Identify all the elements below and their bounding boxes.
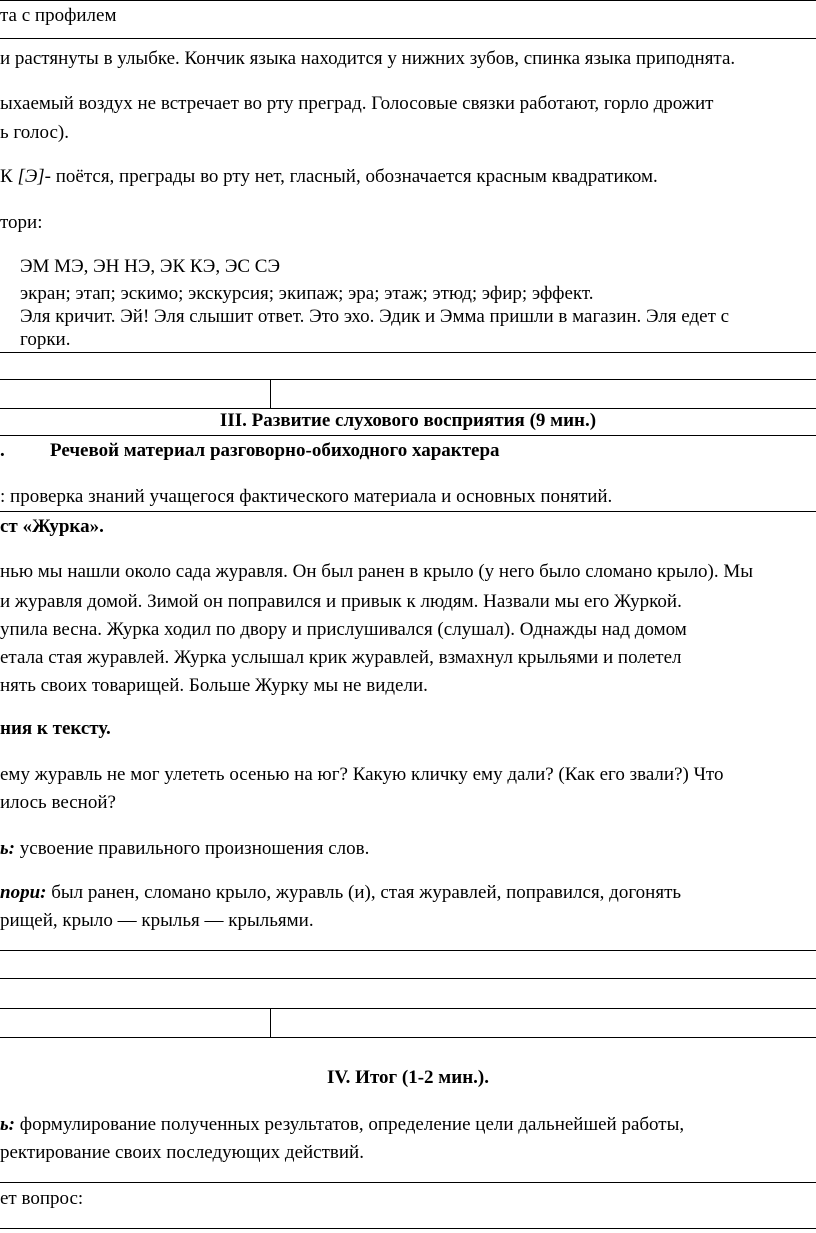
row-divider [0, 511, 816, 512]
row-divider [0, 38, 816, 39]
section-4-goal-line-2: ректирование своих последующих действий. [0, 1142, 364, 1163]
row-divider [0, 408, 816, 409]
section-3-subtitle-num: . [0, 440, 5, 461]
section-4-goal-text: формулирование полученных результатов, определение цели дальнейшей работы, [15, 1114, 685, 1135]
table-border-top [0, 0, 816, 1]
repeat-line [0, 882, 681, 904]
questions-line-2: илось весной? [0, 792, 116, 813]
section-4-question: ет вопрос: [0, 1188, 84, 1209]
sound-symbol: [Э] [17, 166, 45, 187]
column-divider [270, 379, 271, 408]
goal-2-text: усвоение правильного произношения слов. [15, 838, 370, 859]
sentences-line-2: горки. [20, 329, 71, 350]
story-line: и журавля домой. Зимой он поправился и привык к людям. Назвали мы его Журкой. [0, 591, 682, 612]
syllables-line: ЭМ МЭ, ЭН НЭ, ЭК КЭ, ЭС СЭ [20, 256, 280, 277]
repeat-label-2: пори: [0, 882, 47, 903]
repeat-label: тори: [0, 212, 43, 233]
goal-2-label: ь: [0, 838, 16, 859]
section-3-subtitle: Речевой материал разговорно-обиходного характера [50, 440, 500, 461]
row-divider [0, 1037, 816, 1038]
story-line: етала стая журавлей. Журка услышал крик журавлей, взмахнул крыльями и полетел [0, 647, 682, 668]
column-divider [270, 1008, 271, 1037]
sound-description [0, 166, 658, 188]
row-divider [0, 352, 816, 353]
section-4-title: IV. Итог (1-2 мин.). [327, 1067, 489, 1088]
row-divider [0, 978, 816, 979]
section-3-goal: : проверка знаний учащегося фактического материала и основных понятий. [0, 486, 613, 507]
row-divider [0, 1008, 816, 1009]
section-3-title: III. Развитие слухового восприятия (9 мин.) [219, 410, 597, 431]
story-line: упила весна. Журка ходил по двору и прислушивался (слушал). Однажды над домом [0, 619, 687, 640]
goal-2-line [0, 838, 369, 860]
sentences-line-1: Эля кричит. Эй! Эля слышит ответ. Это эхо. Эдик и Эмма пришли в магазин. Эля едет с [20, 306, 730, 327]
row-divider [0, 950, 816, 951]
row-divider [0, 435, 816, 436]
words-line: экран; этап; эскимо; экскурсия; экипаж; эра; этаж; этюд; эфир; эффект. [20, 283, 594, 304]
row-divider [0, 379, 816, 380]
story-line: нью мы нашли около сада журавля. Он был ранен в крыло (у него было сломано крыло). Мы [0, 561, 754, 582]
lips-line: и растянуты в улыбке. Кончик языка находится у нижних зубов, спинка языка приподнята. [0, 48, 736, 69]
repeat-text: был ранен, сломано крыло, журавль (и), стая журавлей, поправился, догонять [46, 882, 682, 903]
story-line: нять своих товарищей. Больше Журку мы не видели. [0, 675, 428, 696]
profile-line: та с профилем [0, 5, 117, 26]
section-4-goal-label: ь: [0, 1114, 16, 1135]
row-divider [0, 1182, 816, 1183]
breath-line-1: ыхаемый воздух не встречает во рту преград. Голосовые связки работают, горло дрожит [0, 93, 714, 114]
text-title: ст «Журка». [0, 516, 104, 537]
row-divider [0, 1228, 816, 1229]
questions-line-1: ему журавль не мог улететь осенью на юг? Какую кличку ему дали? (Как его звали?) Что [0, 764, 724, 785]
breath-line-2: ь голос). [0, 122, 69, 143]
questions-title: ния к тексту. [0, 718, 111, 739]
section-4-goal [0, 1114, 684, 1136]
sound-prefix: К [0, 166, 18, 187]
sound-rest: - поётся, преграды во рту нет, гласный, обозначается красным квадратиком. [44, 166, 658, 187]
repeat-line-2: рищей, крыло — крылья — крыльями. [0, 910, 314, 931]
